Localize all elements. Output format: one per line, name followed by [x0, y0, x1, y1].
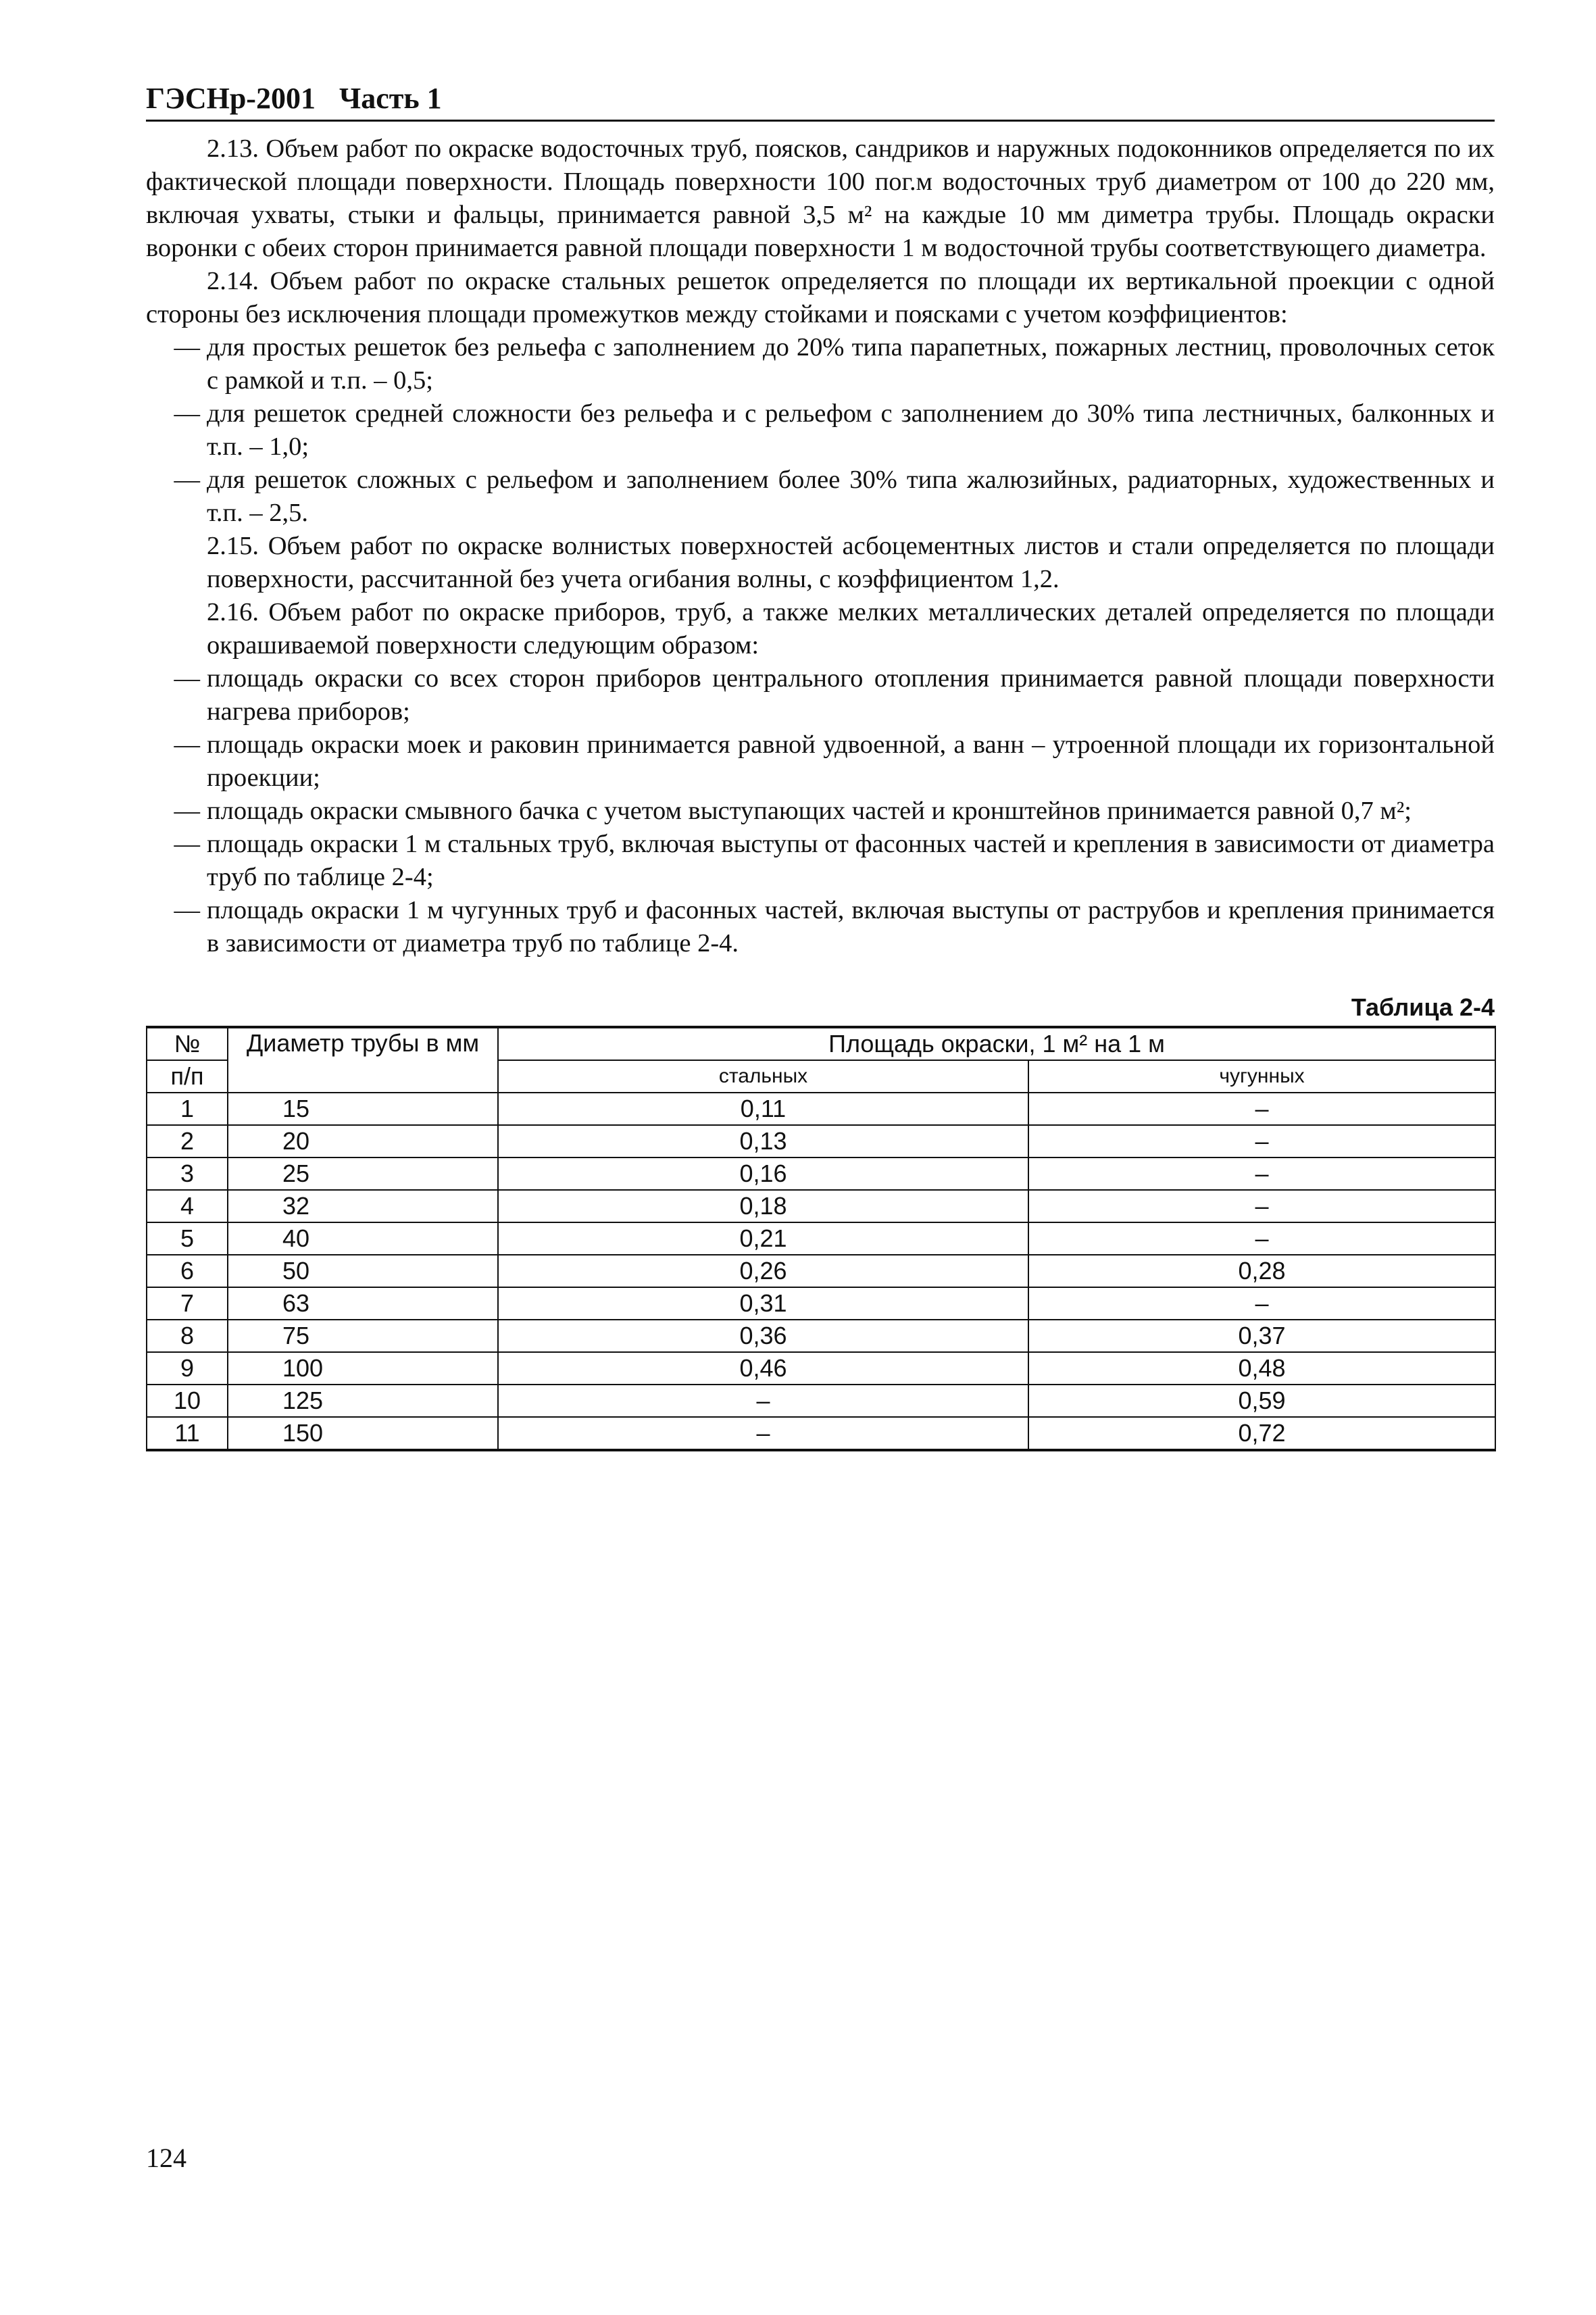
- dash-marker: —: [174, 730, 200, 759]
- list-item: [146, 331, 1495, 397]
- cell-cast-iron: –: [1028, 1158, 1495, 1190]
- paragraph-2-16: 2.16. Объем работ по окраске приборов, труб, а также мелких металлических деталей определяется по площади окрашиваемой поверхности следующим образом:: [207, 598, 1495, 659]
- list-item-text: для решеток средней сложности без рельефа и с рельефом с заполнением до 30% типа лестничных, балконных и т.п. – 1,0;: [207, 399, 1495, 461]
- cell-steel: –: [498, 1417, 1028, 1450]
- page-number: 124: [146, 2143, 186, 2173]
- list-item: [146, 728, 1495, 795]
- cell-number: 4: [147, 1190, 228, 1222]
- page-header: [146, 81, 1495, 122]
- cell-steel: 0,11: [498, 1093, 1028, 1125]
- table-row: [147, 1190, 1495, 1222]
- doc-code: ГЭСНр-2001: [146, 82, 316, 115]
- table-row: [147, 1125, 1495, 1158]
- table-caption: Таблица 2-4: [1351, 993, 1495, 1021]
- doc-part: Часть 1: [339, 82, 442, 115]
- cell-number: 5: [147, 1222, 228, 1255]
- cell-number: 6: [147, 1255, 228, 1287]
- cell-diameter: 125: [228, 1385, 498, 1417]
- cell-cast-iron: –: [1028, 1125, 1495, 1158]
- dash-marker: —: [174, 830, 200, 858]
- cell-number: 2: [147, 1125, 228, 1158]
- column-header-diameter: Диаметр трубы в мм: [228, 1027, 498, 1093]
- dash-marker: —: [174, 896, 200, 924]
- cell-steel: 0,31: [498, 1287, 1028, 1320]
- document-body: [146, 132, 1495, 960]
- cell-steel: 0,36: [498, 1320, 1028, 1352]
- cell-cast-iron: –: [1028, 1190, 1495, 1222]
- cell-steel: 0,21: [498, 1222, 1028, 1255]
- cell-steel: 0,18: [498, 1190, 1028, 1222]
- list-item: [146, 662, 1495, 728]
- cell-cast-iron: 0,59: [1028, 1385, 1495, 1417]
- paragraph-2-13: 2.13. Объем работ по окраске водосточных труб, поясков, сандриков и наружных подоконников определяется по их фактической площади поверхности. Площадь поверхности 100 пог.м водосточных труб диаметром от 100 до 220 мм, включая ухваты, стыки и фальцы, принимается равной 3,5 м² на каждые 10 мм диметра трубы. Площадь окраски воронки с обеих сторон принимается равной площади поверхности 1 м водосточной трубы соответствующего диаметра.: [146, 134, 1495, 262]
- cell-diameter: 40: [228, 1222, 498, 1255]
- dash-marker: —: [174, 466, 200, 494]
- table-row: [147, 1255, 1495, 1287]
- cell-cast-iron: –: [1028, 1093, 1495, 1125]
- column-header-steel: стальных: [498, 1060, 1028, 1093]
- column-header-area: Площадь окраски, 1 м² на 1 м: [498, 1027, 1495, 1060]
- cell-cast-iron: 0,28: [1028, 1255, 1495, 1287]
- dash-marker: —: [174, 399, 200, 428]
- cell-steel: 0,16: [498, 1158, 1028, 1190]
- cell-number: 9: [147, 1352, 228, 1385]
- list-item-text: площадь окраски моек и раковин принимается равной удвоенной, а ванн – утроенной площади их горизонтальной проекции;: [207, 730, 1495, 792]
- list-item: [146, 464, 1495, 530]
- cell-number: 10: [147, 1385, 228, 1417]
- table-row: [147, 1417, 1495, 1450]
- list-item: [146, 397, 1495, 464]
- column-header-number: №: [147, 1027, 228, 1060]
- table-row: [147, 1093, 1495, 1125]
- cell-cast-iron: –: [1028, 1222, 1495, 1255]
- table-row: [147, 1352, 1495, 1385]
- list-item-text: площадь окраски смывного бачка с учетом выступающих частей и кронштейнов принимается равной 0,7 м²;: [207, 797, 1412, 825]
- cell-cast-iron: –: [1028, 1287, 1495, 1320]
- cell-number: 8: [147, 1320, 228, 1352]
- cell-number: 11: [147, 1417, 228, 1450]
- paragraph-2-15: 2.15. Объем работ по окраске волнистых поверхностей асбоцементных листов и стали определяется по площади поверхности, рассчитанной без учета огибания волны, с коэффициентом 1,2.: [207, 532, 1495, 593]
- paragraph-2-14: 2.14. Объем работ по окраске стальных решеток определяется по площади их вертикальной проекции с одной стороны без исключения площади промежутков между стойками и поясками с учетом коэффициентов:: [146, 267, 1495, 328]
- dash-marker: —: [174, 333, 200, 362]
- cell-diameter: 75: [228, 1320, 498, 1352]
- list-item: [146, 828, 1495, 894]
- table-row: [147, 1287, 1495, 1320]
- cell-steel: 0,26: [498, 1255, 1028, 1287]
- pipe-area-table: [146, 1026, 1496, 1451]
- table-row: [147, 1158, 1495, 1190]
- list-item: [146, 894, 1495, 960]
- cell-diameter: 20: [228, 1125, 498, 1158]
- list-item-text: для простых решеток без рельефа с заполнением до 20% типа парапетных, пожарных лестниц, проволочных сеток с рамкой и т.п. – 0,5;: [207, 333, 1495, 395]
- cell-diameter: 50: [228, 1255, 498, 1287]
- cell-steel: –: [498, 1385, 1028, 1417]
- cell-number: 7: [147, 1287, 228, 1320]
- list-item-text: для решеток сложных с рельефом и заполнением более 30% типа жалюзийных, радиаторных, художественных и т.п. – 2,5.: [207, 466, 1495, 527]
- list-item-text: площадь окраски 1 м чугунных труб и фасонных частей, включая выступы от раструбов и крепления принимается в зависимости от диаметра труб по таблице 2-4.: [207, 896, 1495, 957]
- table-row: [147, 1222, 1495, 1255]
- cell-number: 1: [147, 1093, 228, 1125]
- dash-marker: —: [174, 797, 200, 825]
- table-row: [147, 1385, 1495, 1417]
- list-item-text: площадь окраски 1 м стальных труб, включая выступы от фасонных частей и крепления в зависимости от диаметра труб по таблице 2-4;: [207, 830, 1495, 891]
- column-header-number-sub: п/п: [147, 1060, 228, 1093]
- cell-diameter: 15: [228, 1093, 498, 1125]
- cell-cast-iron: 0,48: [1028, 1352, 1495, 1385]
- dash-marker: —: [174, 664, 200, 693]
- table-header-row: [147, 1027, 1495, 1060]
- table-row: [147, 1320, 1495, 1352]
- list-item-text: площадь окраски со всех сторон приборов центрального отопления принимается равной площади поверхности нагрева приборов;: [207, 664, 1495, 726]
- cell-diameter: 63: [228, 1287, 498, 1320]
- cell-cast-iron: 0,72: [1028, 1417, 1495, 1450]
- cell-diameter: 100: [228, 1352, 498, 1385]
- cell-steel: 0,46: [498, 1352, 1028, 1385]
- cell-diameter: 25: [228, 1158, 498, 1190]
- column-header-cast-iron: чугунных: [1028, 1060, 1495, 1093]
- cell-number: 3: [147, 1158, 228, 1190]
- cell-steel: 0,13: [498, 1125, 1028, 1158]
- cell-diameter: 32: [228, 1190, 498, 1222]
- list-item: [146, 795, 1495, 828]
- cell-cast-iron: 0,37: [1028, 1320, 1495, 1352]
- cell-diameter: 150: [228, 1417, 498, 1450]
